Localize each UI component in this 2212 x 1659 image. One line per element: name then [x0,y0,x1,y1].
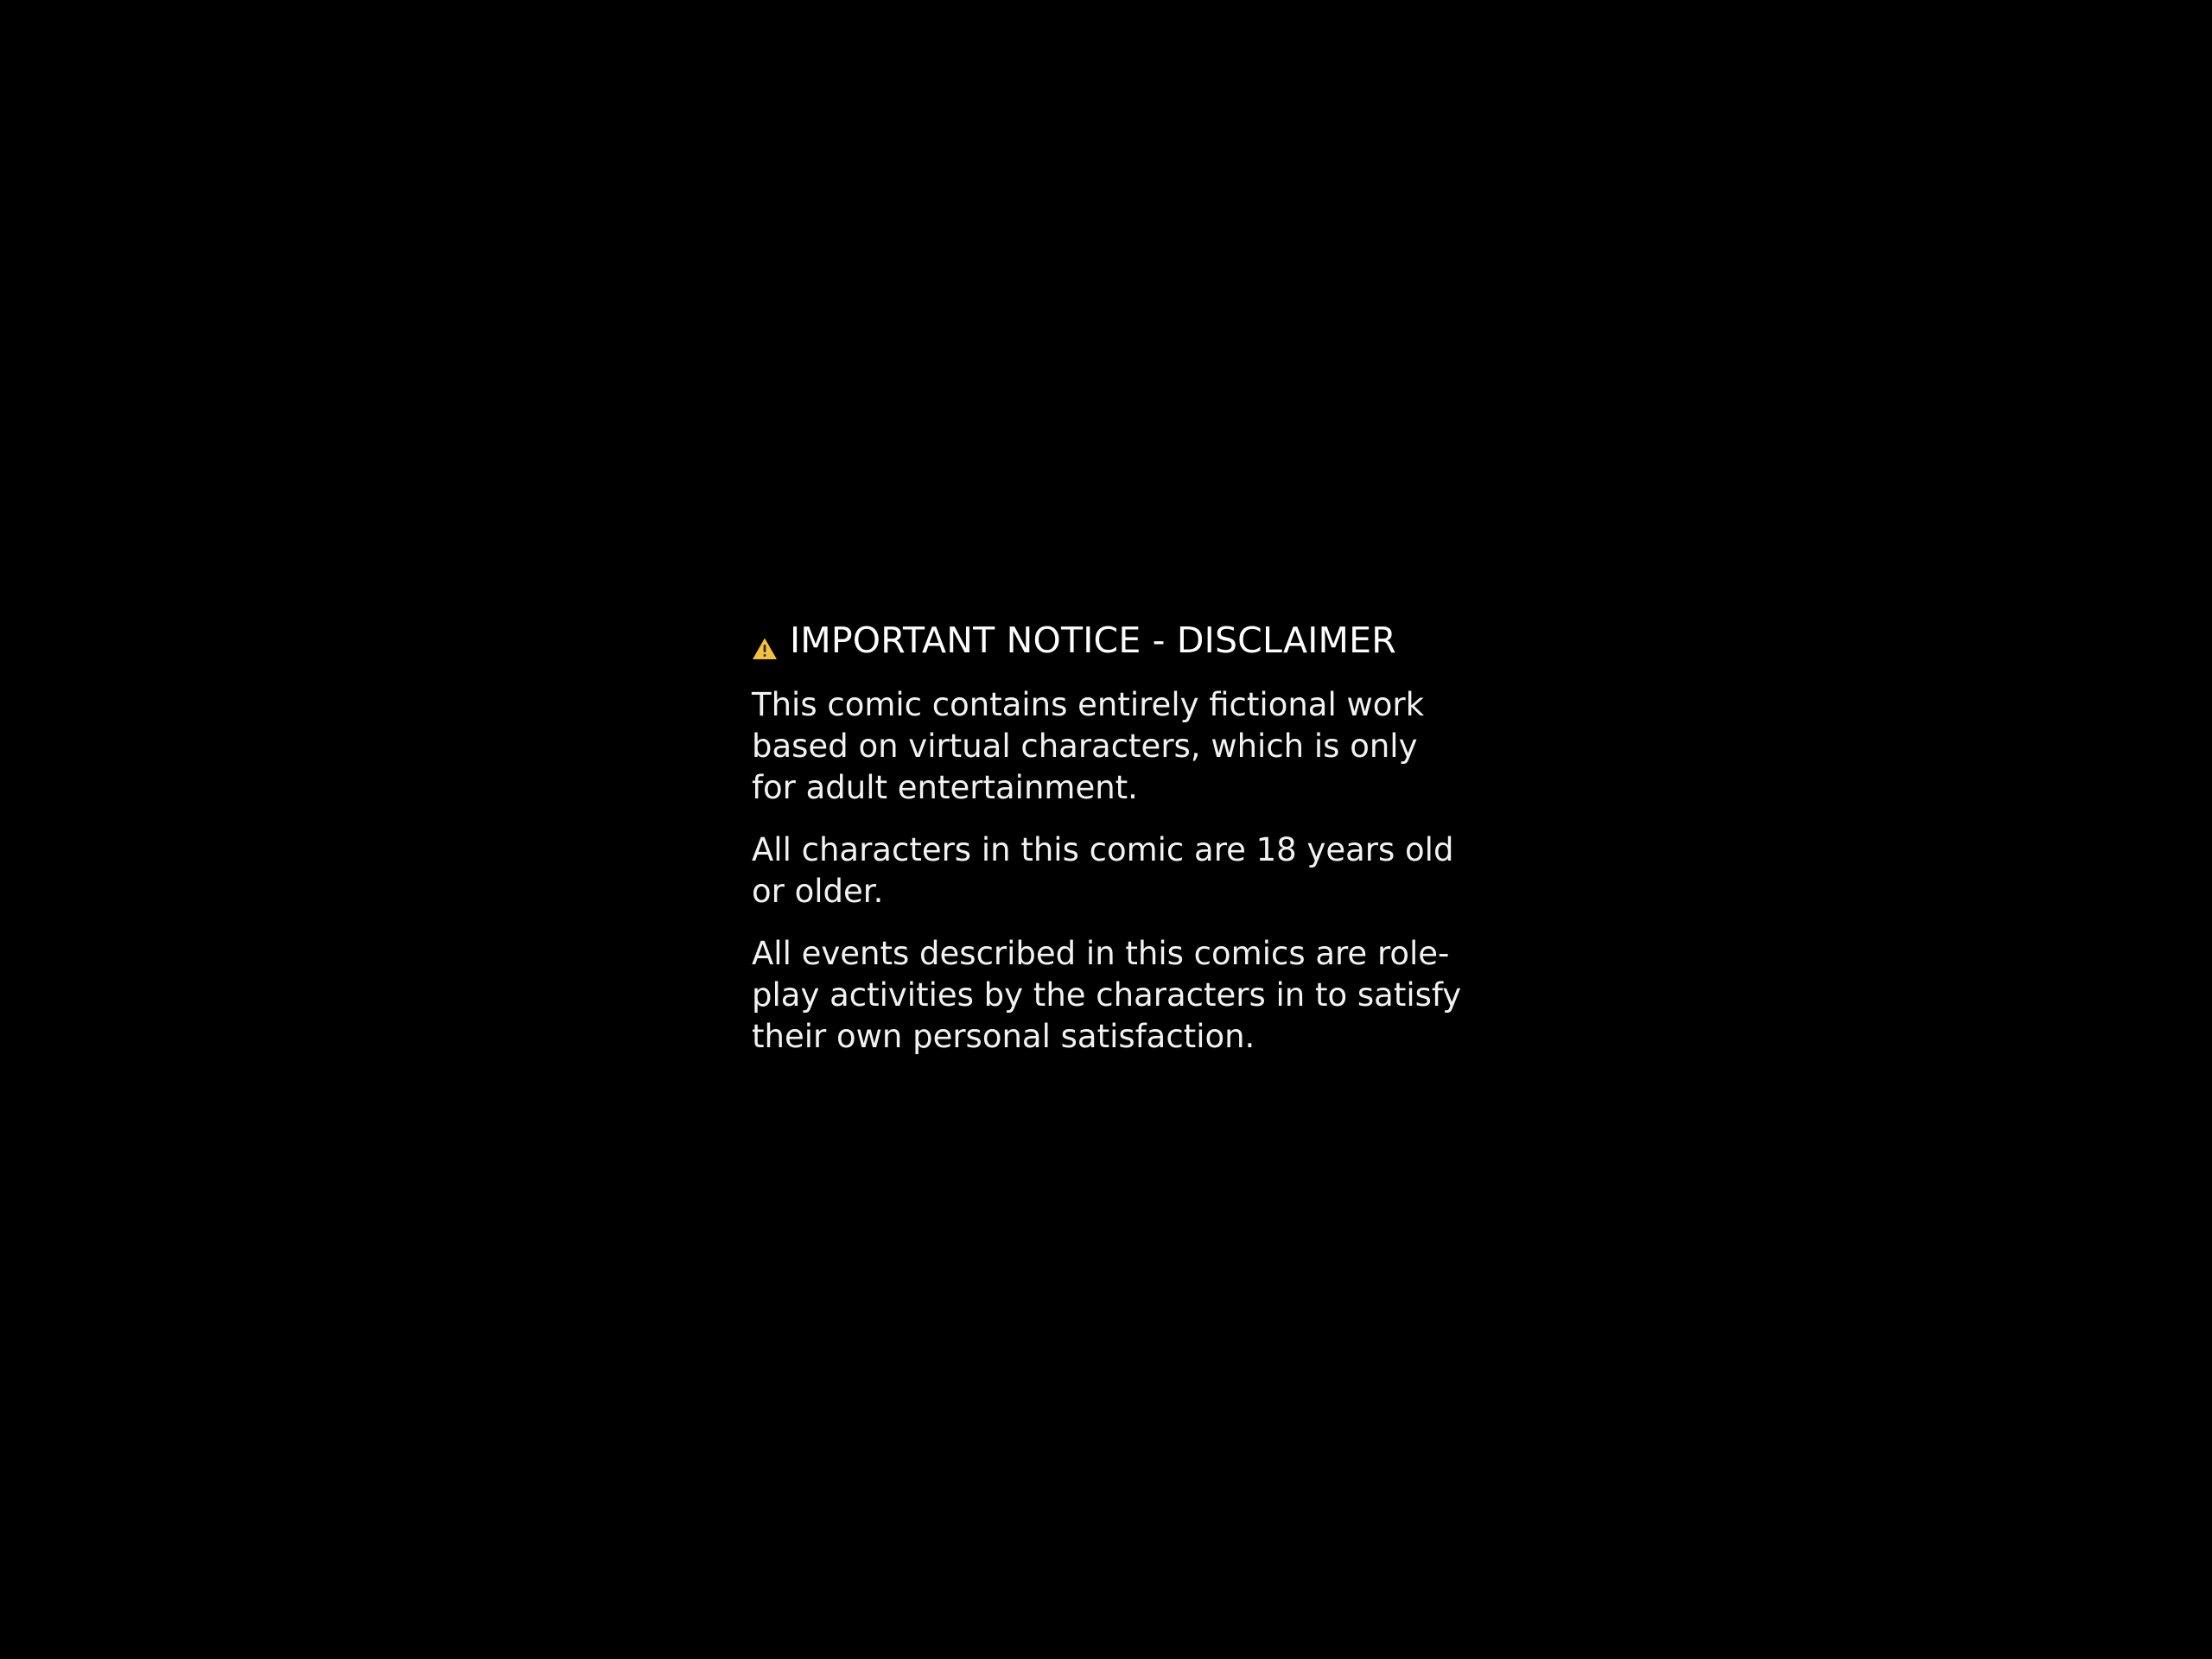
disclaimer-heading [752,620,1495,661]
disclaimer-paragraph-2: All characters in this comic are 18 years old or older. [752,831,1454,911]
disclaimer-heading-text: IMPORTANT NOTICE - DISCLAIMER [790,620,1396,661]
disclaimer-paragraph-3: All events described in this comics are role-play activities by the characters in to satisfy their own personal satisfaction. [752,935,1462,1056]
disclaimer-block [752,620,1495,1058]
warning-triangle-icon [752,630,778,656]
disclaimer-body [752,684,1495,1058]
disclaimer-paragraph-1: This comic contains entirely fictional work based on virtual characters, which is only for adult entertainment. [752,686,1425,807]
